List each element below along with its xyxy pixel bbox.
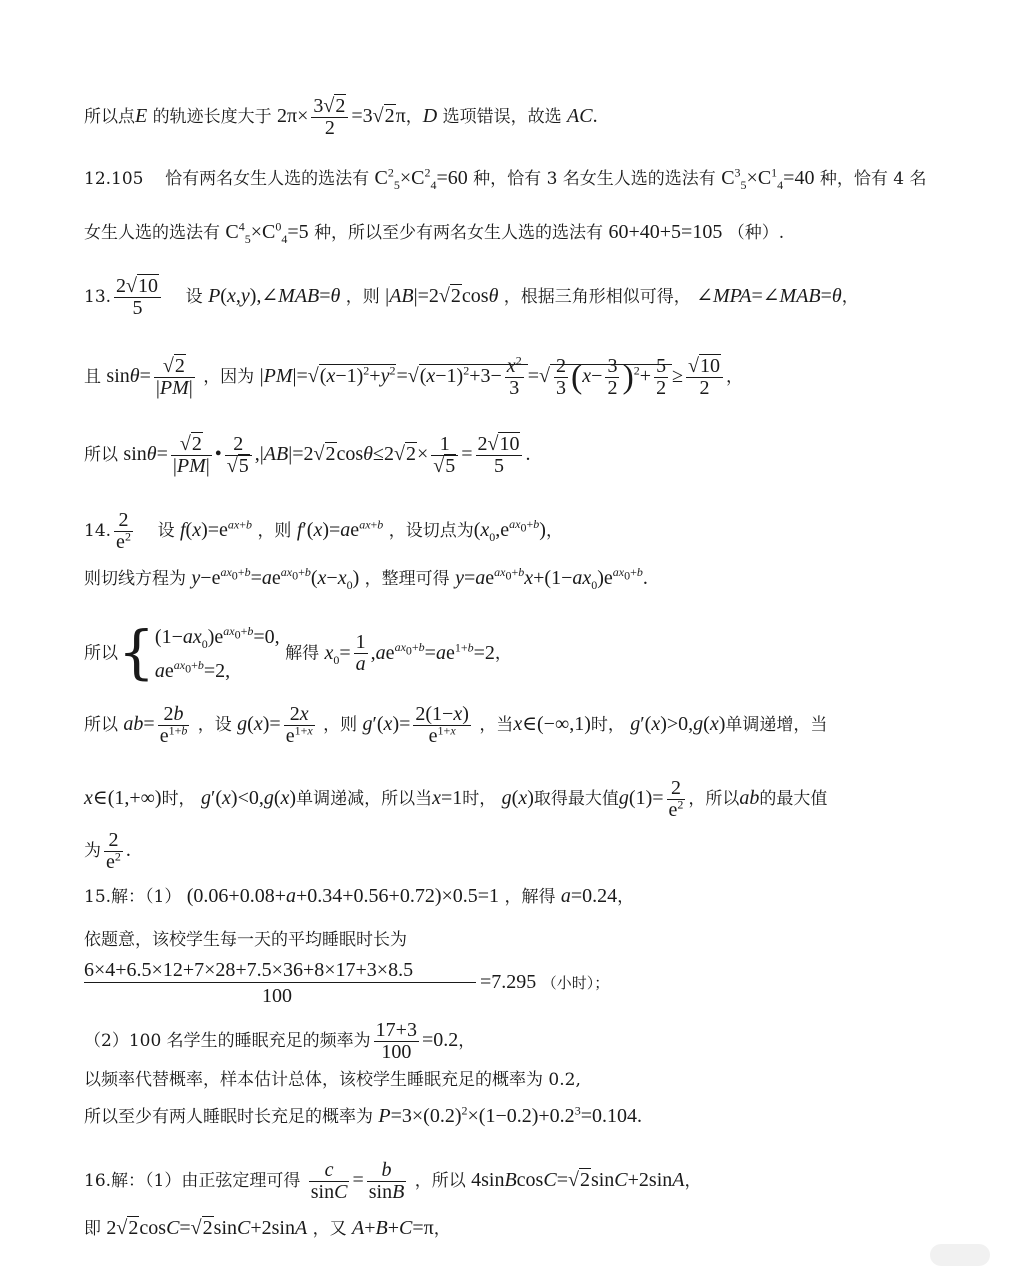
line-17: 以频率代替概率，样本估计总体，该校学生睡眠充足的概率为 0.2, xyxy=(84,1070,581,1090)
line-15-numerator: 6×4+6.5×12+7×28+7.5×36+8×17+3×8.5 xyxy=(84,959,414,981)
line-15-denominator: 100 xyxy=(262,985,292,1007)
fraction-bar xyxy=(84,982,476,983)
line-13: 15.解：（1） (0.06+0.08+a+0.34+0.56+0.72)×0.5=1 ，解得 a=0.24， xyxy=(84,885,635,907)
line-8: 则切线方程为 $y-e^{ax_0+b}=ae^{ax_0+b}(x-x_0)$ ，整理可得 $y=ae^{ax_0+b}x+(1-ax_0)e^{ax_0+b}$. xyxy=(84,565,648,592)
line-5: 且 sinθ= $\frac{√2}{|PM|}$ ，因为 $|PM|=√(x-1)^2+y^2=√(x-1)^2+3-$ $\frac{x^2}{3}$ =√ $\frac{2}{3}$ (x− $\frac{3}{2}$ )$^2$+ $\frac{5}{2}$ ≥ $\frac{√10}{2}$ ， xyxy=(84,353,744,399)
line-14: 依题意，该校学生每一天的平均睡眠时长为 xyxy=(84,930,407,950)
line-12: 为 $\frac{2}{e^2}$ . xyxy=(84,829,131,873)
line-9: 所以{ $(1-ax_0)e^{ax_0+b}=0$, $ae^{ax_0+b}=2$, 解得 $x_0=$ $\frac{1}{a}$ $,ae^{ax_0+b}=ae^{1+b}=2$， xyxy=(84,618,512,686)
line-18: 所以至少有两人睡眠时长充足的概率为 $P=3\times(0.2)^2\times(1-0.2)+0.2^3=0.104$. xyxy=(84,1103,642,1127)
line-1: 所以点E 的轨迹长度大于 2π× $\frac{3√2}{2}$ =3√2π，D 选项错误，故选 AC. xyxy=(84,95,598,139)
watermark-badge xyxy=(930,1244,990,1266)
line-7: 14. $\frac{2}{e^2}$ 设 $f(x)=e^{ax+b}$ ，则 $f'(x)=ae^{ax+b}$ ，设切点为$(x_0,e^{ax_0+b})$， xyxy=(84,509,563,553)
line-19: 16.解：（1）由正弦定理可得 $\frac{c}{\sin C}$ = $\frac{b}{\sin B}$ ，所以 4sinBcosC=√2sinC+2sinA， xyxy=(84,1159,702,1203)
line-3: 女生人选的选法有 $C^4_5\times C^0_4=5$ 种，所以至少有两名女生人选的选法有 60+40+5=105 （种）. xyxy=(84,219,785,246)
line-10: 所以 ab= $\frac{2b}{e^{1+b}}$ ，设 g(x)= $\frac{2x}{e^{1+x}}$ ，则 g′(x)= $\frac{2(1-x)}{e^{1+x}}$ ，当x∈(−∞,1)时， g′(x)>0,g(x)单调递增，当 xyxy=(84,703,828,747)
line-16: （2）100 名学生的睡眠充足的频率为 $\frac{17+3}{100}$ =0.2， xyxy=(84,1019,476,1063)
line-2: 12.105 恰有两名女生人选的选法有 $C^2_5\times C^2_4=60$ 种，恰有 3 名女生人选的选法有 $C^3_5\times C^1_4=40$ 种，恰有 4 名 xyxy=(84,165,927,192)
line-11: x∈(1,+∞)时， g′(x)<0,g(x)单调递减，所以当x=1时， g(x)取得最大值g(1)= $\frac{2}{e^2}$ ，所以ab的最大值 xyxy=(84,777,828,821)
line-20: 即 2√2cosC=√2sinC+2sinA ，又 A+B+C=π， xyxy=(84,1217,451,1239)
line-4: 13. $\frac{2√10}{5}$ 设 P(x,y),∠MAB=θ ，则 |AB|=2√2cosθ ，根据三角形相似可得， ∠MPA=∠MAB=θ， xyxy=(84,275,859,319)
line-15-result: =7.295 （小时）； xyxy=(480,971,610,993)
line-6: 所以 sinθ= $\frac{√2}{|PM|}$ • $\frac{2}{√5}$ ,|AB|=2√2cosθ≤2√2× $\frac{1}{√5}$ = $\frac{2√10}{5}$ . xyxy=(84,433,531,477)
